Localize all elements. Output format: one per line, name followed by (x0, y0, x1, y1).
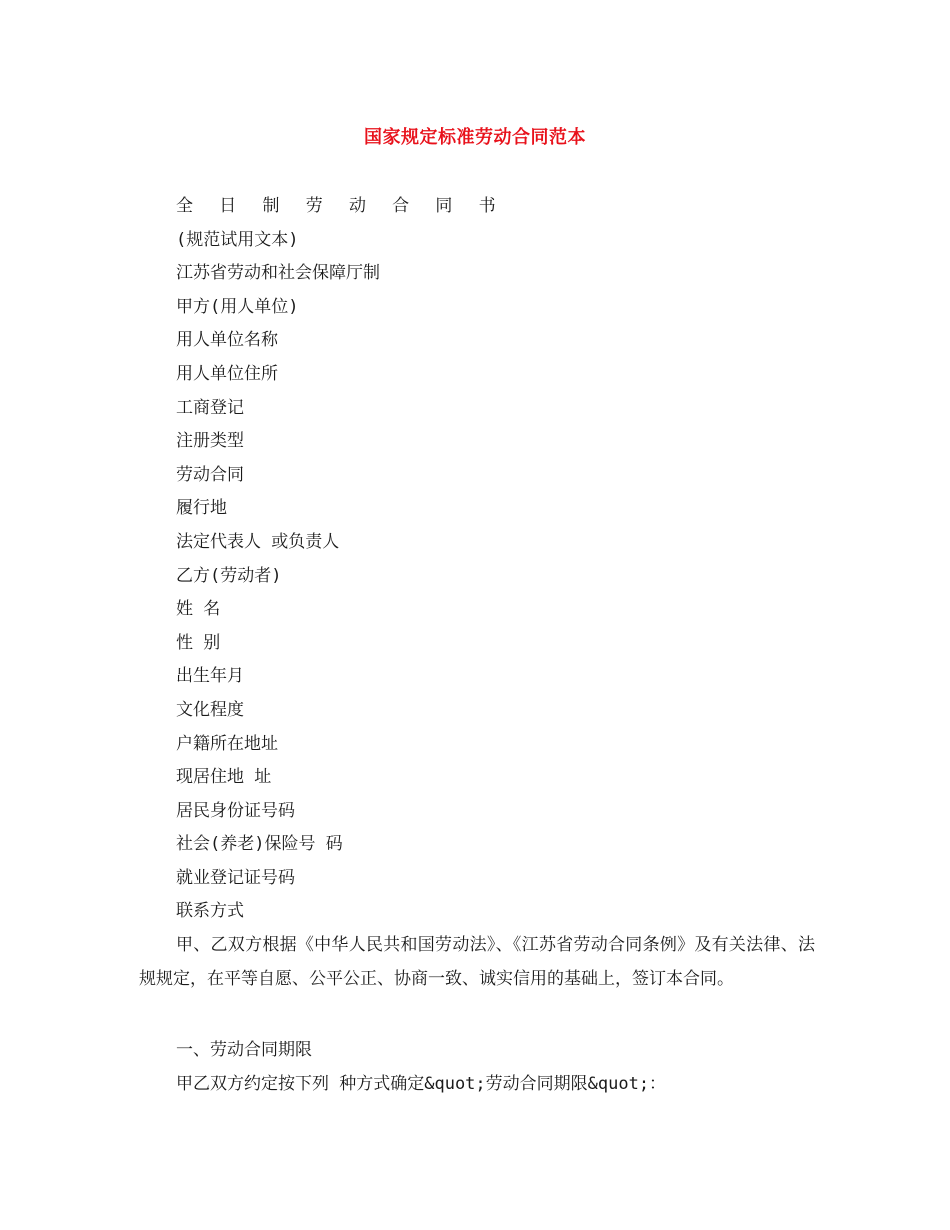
name-label: 姓 名 (176, 599, 221, 620)
document-title: 国家规定标准劳动合同范本 (364, 127, 586, 148)
contact-label: 联系方式 (176, 901, 244, 922)
registration-type-label: 注册类型 (176, 431, 244, 452)
current-address-label: 现居住地 址 (176, 767, 272, 788)
contract-version-note: (规范试用文本) (176, 229, 299, 250)
employer-name-label: 用人单位名称 (176, 330, 278, 351)
contract-book-title: 全 日 制 劳 动 合 同 书 (176, 196, 504, 216)
contract-header-fields (176, 192, 504, 931)
section-1-heading: 一、劳动合同期限 (176, 1040, 312, 1060)
section-1-text: 甲乙双方约定按下列 种方式确定&quot;劳动合同期限&quot;： (176, 1074, 667, 1094)
household-address-label: 户籍所在地址 (176, 733, 278, 754)
education-label: 文化程度 (176, 699, 244, 720)
labor-contract-label: 劳动合同 (176, 464, 244, 485)
birth-date-label: 出生年月 (176, 666, 244, 687)
employment-registration-label: 就业登记证号码 (176, 867, 295, 888)
gender-label: 性 别 (176, 632, 221, 653)
party-b-heading: 乙方(劳动者) (176, 565, 282, 586)
issuing-authority: 江苏省劳动和社会保障厅制 (176, 263, 380, 284)
intro-paragraph: 甲、乙双方根据《中华人民共和国劳动法》、《江苏省劳动合同条例》及有关法律、法规规定，在平等自愿、公平公正、协商一致、诚实信用的基础上，签订本合同。 (139, 935, 815, 989)
employer-address-label: 用人单位住所 (176, 363, 278, 384)
place-of-performance-label: 履行地 (176, 498, 227, 519)
pension-insurance-label: 社会(养老)保险号 码 (176, 834, 343, 855)
legal-representative-label: 法定代表人 或负责人 (176, 531, 340, 552)
id-number-label: 居民身份证号码 (176, 800, 295, 821)
party-a-heading: 甲方(用人单位) (176, 296, 299, 317)
business-registration-label: 工商登记 (176, 397, 244, 418)
